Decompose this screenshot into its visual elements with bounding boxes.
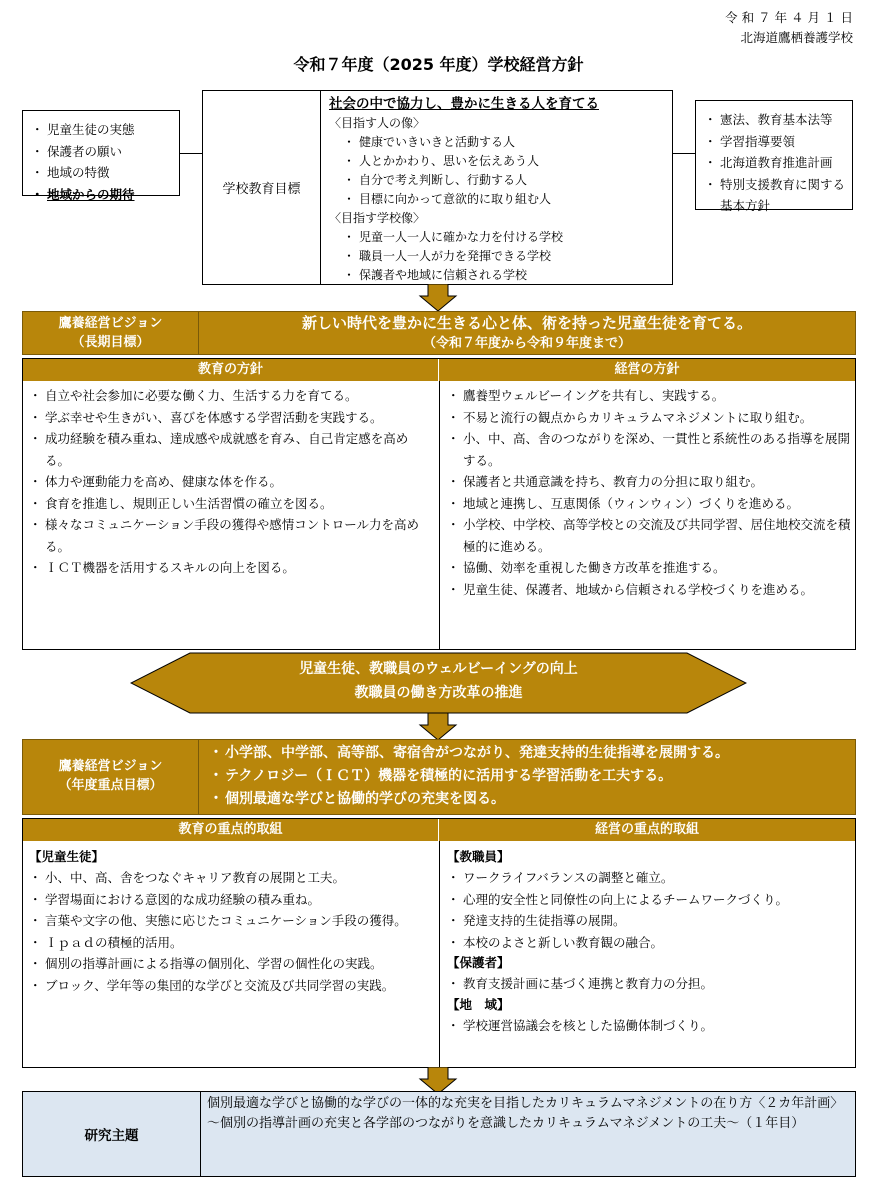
focus-section-title: 【児童生徒】 (29, 849, 105, 864)
school-item: ・ 保護者や地域に信頼される学校 (343, 266, 669, 285)
banner-line: 教職員の働き方改革の推進 (354, 685, 523, 701)
year-vision-item: ・ テクノロジー（ＩＣＴ）機器を積極的に活用する学習活動を工夫する。 (209, 765, 849, 788)
policy-item: ・ 保護者と共通意識を持ち、教育力の分担に取り組む。 (447, 471, 851, 493)
column-divider (439, 381, 440, 649)
management-focus-heading: 経営の重点的取組 (439, 819, 855, 841)
education-policy-list (29, 385, 433, 579)
policy-item: ・ 学ぶ幸せや生きがい、喜びを体感する学習活動を実践する。 (29, 407, 433, 429)
school-item: ・ 児童一人一人に確かな力を付ける学校 (343, 228, 669, 247)
context-item: ・ 児童生徒の実態 (31, 119, 175, 141)
context-item: ・ 保護者の願い (31, 141, 175, 163)
context-item: ・ 地域からの期待 (31, 184, 175, 206)
policy-item: ・ 不易と流行の観点からカリキュラムマネジメントに取り組む。 (447, 407, 851, 429)
focus-item: ・ 言葉や文字の他、実態に応じたコミュニケーション手段の獲得。 (29, 910, 433, 932)
policy-item: ・ 小、中、高、舎のつながりを深め、一貫性と系統性のある指導を展開する。 (447, 428, 851, 471)
person-item: ・ 健康でいきいきと活動する人 (343, 133, 669, 152)
school-heading: 〈目指す学校像〉 (329, 211, 426, 225)
policy-table (22, 358, 856, 650)
school-goal-label: 学校教育目標 (203, 91, 321, 284)
research-label: 研究主題 (23, 1092, 201, 1176)
down-arrow-icon (418, 284, 458, 312)
research-line: ～個別の指導計画の充実と各学部のつながりを意識したカリキュラムマネジメントの工夫～（１年目） (207, 1116, 805, 1131)
focus-section-title: 【地 域】 (447, 996, 510, 1012)
focus-table (22, 818, 856, 1068)
policy-item: ・ ＩＣＴ機器を活用するスキルの向上を図る。 (29, 557, 433, 579)
person-item: ・ 目標に向かって意欲的に取り組む人 (343, 190, 669, 209)
banner-line: 児童生徒、教職員のウェルビーイングの向上 (299, 661, 578, 677)
focus-item: ・ ブロック、学年等の集団的な学びと交流及び共同学習の実践。 (29, 975, 433, 997)
context-item: ・ 地域の特徴 (31, 162, 175, 184)
year-vision-label-line: （年度重点目標） (58, 778, 163, 793)
person-item: ・ 自分で考え判断し、行動する人 (343, 171, 669, 190)
policy-item: ・ 児童生徒、保護者、地域から信頼される学校づくりを進める。 (447, 579, 851, 601)
year-vision-bar (22, 739, 856, 815)
policy-item: ・ 食育を推進し、規則正しい生活習慣の確立を図る。 (29, 493, 433, 515)
policy-item: ・ 地域と連携し、互恵関係（ウィンウィン）づくりを進める。 (447, 493, 851, 515)
year-vision-item: ・ 小学部、中学部、高等部、寄宿舎がつながり、発達支持的生徒指導を展開する。 (209, 742, 849, 765)
page-title: 令和７年度（2025 年度）学校経営方針 (293, 55, 584, 74)
long-vision-label-line: 鷹養経営ビジョン (58, 316, 163, 331)
column-divider (439, 841, 440, 1067)
long-vision-text (199, 312, 855, 353)
management-policy-list (447, 385, 851, 600)
context-item: ・ 特別支援教育に関する基本方針 (704, 174, 848, 217)
focus-item: ・ 学校運営協議会を核とした協働体制づくり。 (447, 1015, 851, 1037)
research-theme-box (22, 1091, 856, 1177)
focus-section-title: 【保護者】 (447, 955, 510, 970)
focus-item: ・ 本校のよさと新しい教育観の融合。 (447, 932, 851, 954)
school-item: ・ 職員一人一人が力を発揮できる学校 (343, 247, 669, 266)
policy-item: ・ 成功経験を積み重ね、達成感や成就感を育み、自己肯定感を高める。 (29, 428, 433, 471)
focus-item: ・ Ｉｐａｄの積極的活用。 (29, 932, 433, 954)
school-goal-box (202, 90, 673, 285)
education-focus-list (29, 847, 433, 996)
focus-item: ・ 心理的安全性と同僚性の向上によるチームワークづくり。 (447, 889, 851, 911)
year-vision-list (209, 742, 849, 811)
connector-line (673, 153, 695, 154)
research-line: 個別最適な学びと協働的な学びの一体的な充実を目指したカリキュラムマネジメントの在り方〈２カ年計画〉 (207, 1096, 844, 1111)
focus-item: ・ 発達支持的生徒指導の展開。 (447, 910, 851, 932)
year-vision-label (23, 740, 199, 814)
focus-section-title: 【教職員】 (447, 849, 510, 864)
policy-item: ・ 様々なコミュニケーション手段の獲得や感情コントロール力を高める。 (29, 514, 433, 557)
education-focus-heading: 教育の重点的取組 (23, 819, 439, 841)
policy-item: ・ 協働、効率を重視した働き方改革を推進する。 (447, 557, 851, 579)
long-vision-label-line: （長期目標） (71, 335, 150, 350)
long-vision-bar (22, 311, 856, 355)
focus-item: ・ 教育支援計画に基づく連携と教育力の分担。 (447, 973, 851, 995)
focus-item: ・ ワークライフバランスの調整と確立。 (447, 867, 851, 889)
year-vision-item: ・ 個別最適な学びと協働的学びの充実を図る。 (209, 788, 849, 811)
long-vision-label (23, 312, 199, 354)
person-heading: 〈目指す人の像〉 (329, 116, 426, 130)
long-vision-text-line: （令和７年度から令和９年度まで） (422, 336, 631, 351)
context-box-right (695, 100, 853, 213)
document-header (725, 8, 853, 48)
year-vision-label-line: 鷹養経営ビジョン (58, 759, 163, 774)
policy-item: ・ 自立や社会参加に必要な働く力、生活する力を育てる。 (29, 385, 433, 407)
school-goal-main: 社会の中で協力し、豊かに生きる人を育てる (329, 96, 599, 112)
wellbeing-banner (130, 657, 747, 705)
focus-item: ・ 個別の指導計画による指導の個別化、学習の個性化の実践。 (29, 953, 433, 975)
policy-item: ・ 鷹養型ウェルビーイングを共有し、実践する。 (447, 385, 851, 407)
down-arrow-icon (418, 713, 458, 741)
focus-item: ・ 小、中、高、舎をつなぐキャリア教育の展開と工夫。 (29, 867, 433, 889)
policy-item: ・ 体力や運動能力を高め、健康な体を作る。 (29, 471, 433, 493)
context-item: ・ 学習指導要領 (704, 131, 848, 153)
connector-line (180, 153, 202, 154)
context-item: ・ 憲法、教育基本法等 (704, 109, 848, 131)
management-focus-list (447, 847, 851, 1036)
document-date: 令 和 ７ 年 ４ 月 １ 日 (725, 10, 853, 25)
focus-item: ・ 学習場面における意図的な成功経験の積み重ね。 (29, 889, 433, 911)
context-box-left (22, 110, 180, 202)
long-vision-text-line: 新しい時代を豊かに生きる心と体、術を持った児童生徒を育てる。 (301, 314, 752, 332)
context-item: ・ 北海道教育推進計画 (704, 152, 848, 174)
education-policy-heading: 教育の方針 (23, 359, 439, 381)
policy-item: ・ 小学校、中学校、高等学校との交流及び共同学習、居住地校交流を積極的に進める。 (447, 514, 851, 557)
school-name: 北海道鷹栖養護学校 (740, 30, 853, 45)
management-policy-heading: 経営の方針 (439, 359, 855, 381)
research-text (207, 1094, 851, 1134)
person-item: ・ 人とかかわり、思いを伝えあう人 (343, 152, 669, 171)
